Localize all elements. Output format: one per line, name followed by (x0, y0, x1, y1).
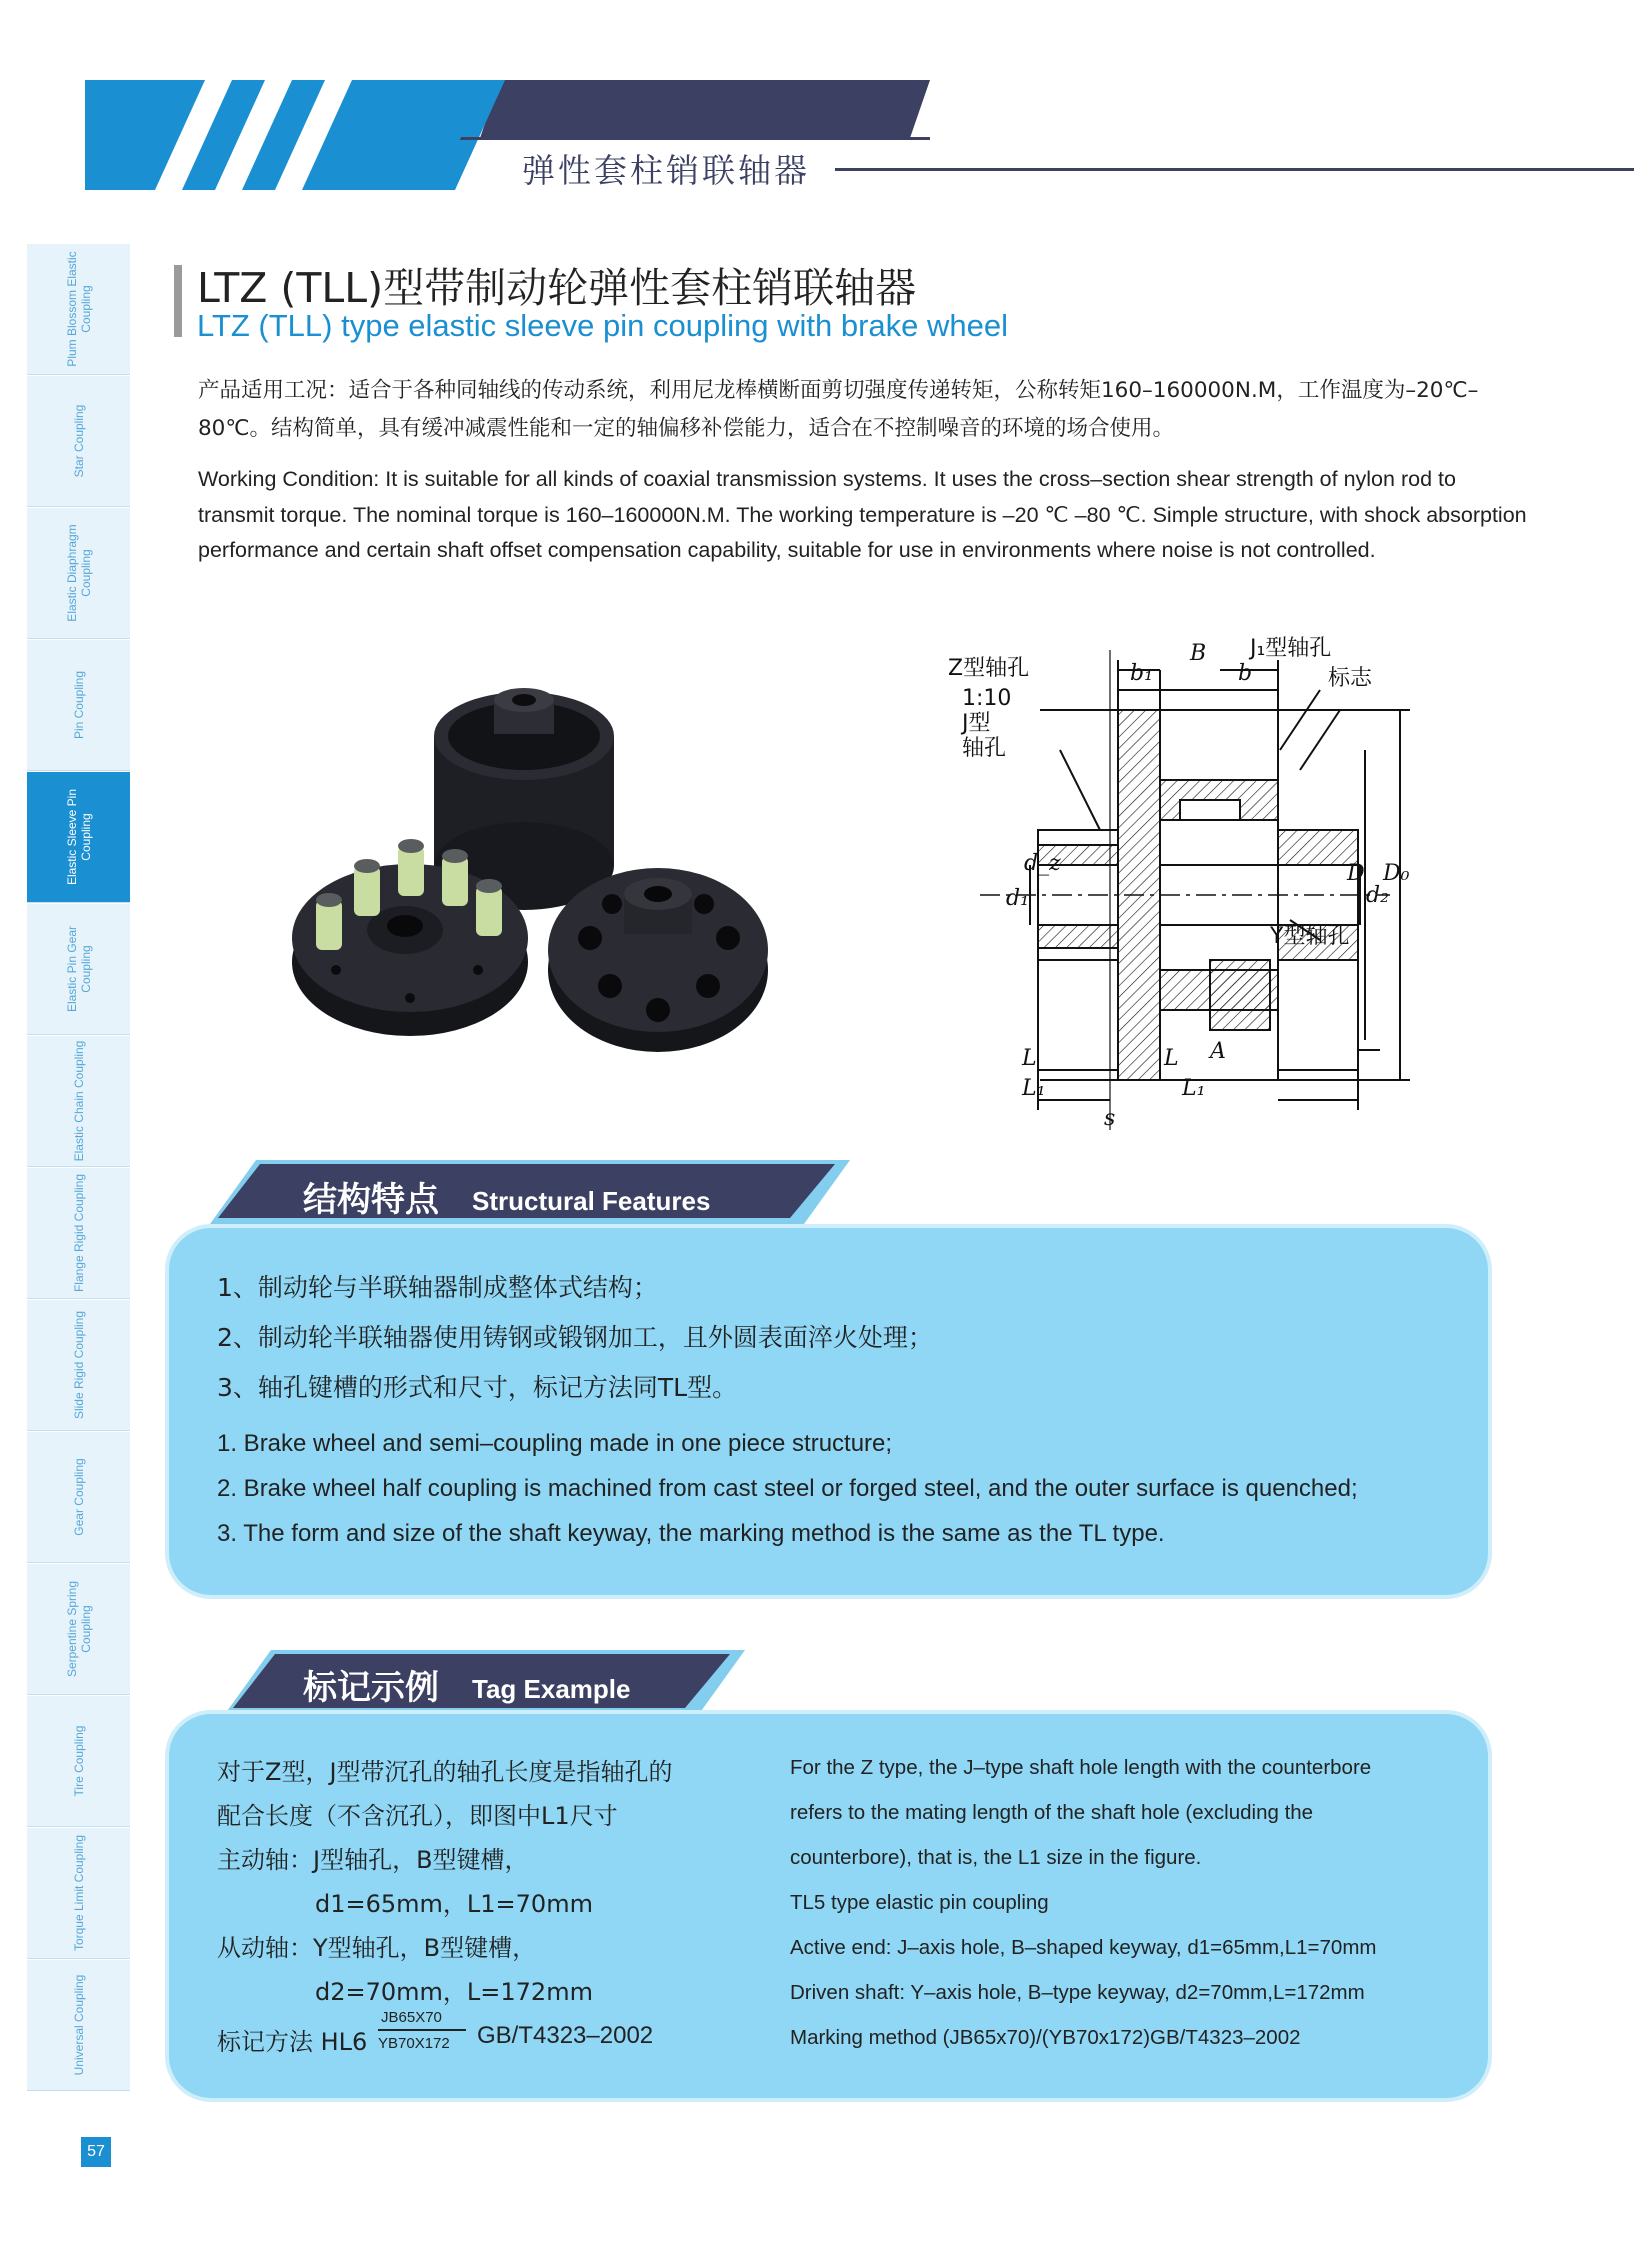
sidebar-item-label: Elastic Sleeve Pin Coupling (64, 788, 93, 886)
dim-D0: D₀ (1383, 861, 1410, 886)
dim-dz: d_z (1024, 851, 1061, 876)
dim-B: B (1190, 641, 1207, 666)
mark-prefix: 标记方法 HL6 (217, 2028, 368, 2056)
sidebar-item-label: Universal Coupling (71, 1974, 86, 2076)
sidebar-item-label: Plum Blossom Elastic Coupling (64, 251, 93, 367)
description-cn: 产品适用工况：适合于各种同轴线的传动系统，利用尼龙棒横断面剪切强度传递转矩，公称转矩160–160000N.M，工作温度为–20℃–80℃。结构简单，具有缓冲减震性能和一定的轴偏移补偿能力，适合在不控制噪音的环境的场合使用。 (198, 378, 1479, 441)
tag-line-cn: 主动轴：J型轴孔，B型键槽， (217, 1846, 529, 1874)
feature-item-en: 3. The form and size of the shaft keyway, the marking method is the same as the TL type. (217, 1520, 1165, 1547)
section-title: 弹性套柱销联轴器 (522, 151, 810, 190)
flange-half (548, 868, 768, 1052)
dim-s: s (1104, 1106, 1116, 1130)
dim-L-right: L (1164, 1046, 1179, 1071)
tag-heading-cn: 标记示例 (303, 1668, 439, 1708)
sidebar-item-star[interactable] (27, 376, 130, 507)
label-y-hole: Y型轴孔 (1270, 924, 1350, 949)
features-heading-en: Structural Features (472, 1186, 711, 1216)
sidebar-item-slide-rigid[interactable] (27, 1300, 130, 1431)
label-taper: 1:10 (962, 686, 1012, 711)
sidebar-item-pin[interactable] (27, 640, 130, 771)
tag-line-en: refers to the mating length of the shaft hole (excluding the (790, 1801, 1314, 1824)
sidebar-item-elastic-pin-gear[interactable] (27, 904, 130, 1035)
mark-suffix: GB/T4323–2002 (477, 2022, 654, 2049)
sidebar-item-plum-blossom[interactable] (27, 244, 130, 375)
sidebar-item-tire[interactable] (27, 1696, 130, 1827)
tag-line-en: Marking method (JB65x70)/(YB70x172)GB/T4323–2002 (790, 2026, 1301, 2049)
dim-L-left: L (1022, 1046, 1037, 1071)
sidebar-item-label: Torque Limit Coupling (71, 1834, 86, 1952)
dim-d1: d₁ (1006, 886, 1029, 911)
product-title-cn: LTZ (TLL)型带制动轮弹性套柱销联轴器 (197, 264, 917, 312)
dim-b1: b₁ (1130, 661, 1153, 686)
sidebar-item-gear[interactable] (27, 1432, 130, 1563)
description-en: Working Condition: It is suitable for all kinds of coaxial transmission systems. It uses the cross–section shear strength of nylon rod to transmit torque. The nominal torque is 160–160000N.M. The working temperature is –20 ℃ –80 ℃. Simple structure, with shock absorption performance and certain shaft offset compensation capability, suitable for use in environments where noise is not controlled. (198, 467, 1527, 562)
features-heading-cn: 结构特点 (303, 1180, 439, 1220)
feature-item-en: 2. Brake wheel half coupling is machined from cast steel or forged steel, and the outer surface is quenched; (217, 1475, 1358, 1502)
tag-line-en: Active end: J–axis hole, B–shaped keyway, d1=65mm,L1=70mm (790, 1936, 1377, 1959)
dim-L1-right: L₁ (1182, 1076, 1206, 1101)
fraction-line (378, 2029, 466, 2031)
tag-line-en: TL5 type elastic pin coupling (790, 1891, 1049, 1914)
tag-line-cn: 对于Z型，J型带沉孔的轴孔长度是指轴孔的 (217, 1758, 673, 1786)
title-accent-bar (174, 265, 182, 337)
sidebar-item-universal[interactable] (27, 1960, 130, 2091)
sidebar-item-label: Tire Coupling (71, 1725, 86, 1797)
technical-drawing (920, 630, 1440, 1130)
tag-line-en: Driven shaft: Y–axis hole, B–type keyway, d2=70mm,L=172mm (790, 1981, 1365, 2004)
sidebar-item-serpentine-spring[interactable] (27, 1564, 130, 1695)
page-number: 57 (81, 2137, 111, 2167)
dim-A: A (1210, 1039, 1226, 1064)
feature-item-cn: 1、制动轮与半联轴器制成整体式结构； (217, 1273, 658, 1302)
tag-line-cn: d1=65mm，L1=70mm (315, 1890, 593, 1918)
label-j-hole-1: J型 (962, 711, 991, 736)
sidebar-item-label: Star Coupling (71, 404, 86, 478)
tag-line-cn: 配合长度（不含沉孔），即图中L1尺寸 (217, 1802, 618, 1830)
mark-denominator: YB70X172 (378, 2035, 450, 2052)
tag-line-en: For the Z type, the J–type shaft hole length with the counterbore (790, 1756, 1372, 1779)
label-j-hole-2: 轴孔 (962, 736, 1007, 761)
tag-line-cn: 从动轴：Y型轴孔，B型键槽， (217, 1934, 537, 1962)
sidebar-item-label: Flange Rigid Coupling (71, 1173, 86, 1293)
product-title-en: LTZ (TLL) type elastic sleeve pin coupling with brake wheel (197, 308, 1008, 343)
feature-item-cn: 2、制动轮半联轴器使用铸钢或锻钢加工，且外圆表面淬火处理； (217, 1323, 933, 1352)
sidebar-item-flange-rigid[interactable] (27, 1168, 130, 1299)
tag-line-en: counterbore), that is, the L1 size in the figure. (790, 1846, 1202, 1869)
tag-line-cn: d2=70mm，L=172mm (315, 1978, 593, 2006)
header-rule (835, 168, 1634, 171)
sidebar-item-elastic-diaphragm[interactable] (27, 508, 130, 639)
sidebar-item-elastic-chain[interactable] (27, 1036, 130, 1167)
category-sidebar (27, 244, 130, 2092)
mark-numerator: JB65X70 (381, 2009, 442, 2026)
sidebar-item-label: Elastic Chain Coupling (71, 1040, 86, 1162)
tag-heading-en: Tag Example (472, 1674, 631, 1704)
label-j1-hole: J₁型轴孔 (1250, 636, 1332, 661)
label-mark: 标志 (1328, 666, 1373, 691)
feature-item-en: 1. Brake wheel and semi–coupling made in one piece structure; (217, 1430, 893, 1457)
sidebar-item-label: Elastic Pin Gear Coupling (64, 925, 93, 1013)
sidebar-item-label: Pin Coupling (71, 670, 86, 740)
sidebar-item-label: Slide Rigid Coupling (71, 1310, 86, 1420)
sidebar-item-label: Serpentine Spring Coupling (64, 1580, 93, 1678)
dim-L1-left: L₁ (1022, 1076, 1046, 1101)
dim-b: b (1238, 661, 1253, 686)
dim-d2: d₂ (1366, 883, 1389, 908)
dim-D: D (1347, 861, 1365, 886)
sidebar-item-torque-limit[interactable] (27, 1828, 130, 1959)
product-photo (280, 680, 800, 1060)
coupling-outline (980, 650, 1410, 1130)
feature-item-cn: 3、轴孔键槽的形式和尺寸，标记方法同TL型。 (217, 1373, 738, 1402)
label-z-hole: Z型轴孔 (948, 656, 1030, 681)
sidebar-item-elastic-sleeve-pin[interactable] (27, 772, 130, 903)
sidebar-item-label: Elastic Diaphragm Coupling (64, 524, 93, 622)
sidebar-item-label: Gear Coupling (71, 1458, 86, 1536)
